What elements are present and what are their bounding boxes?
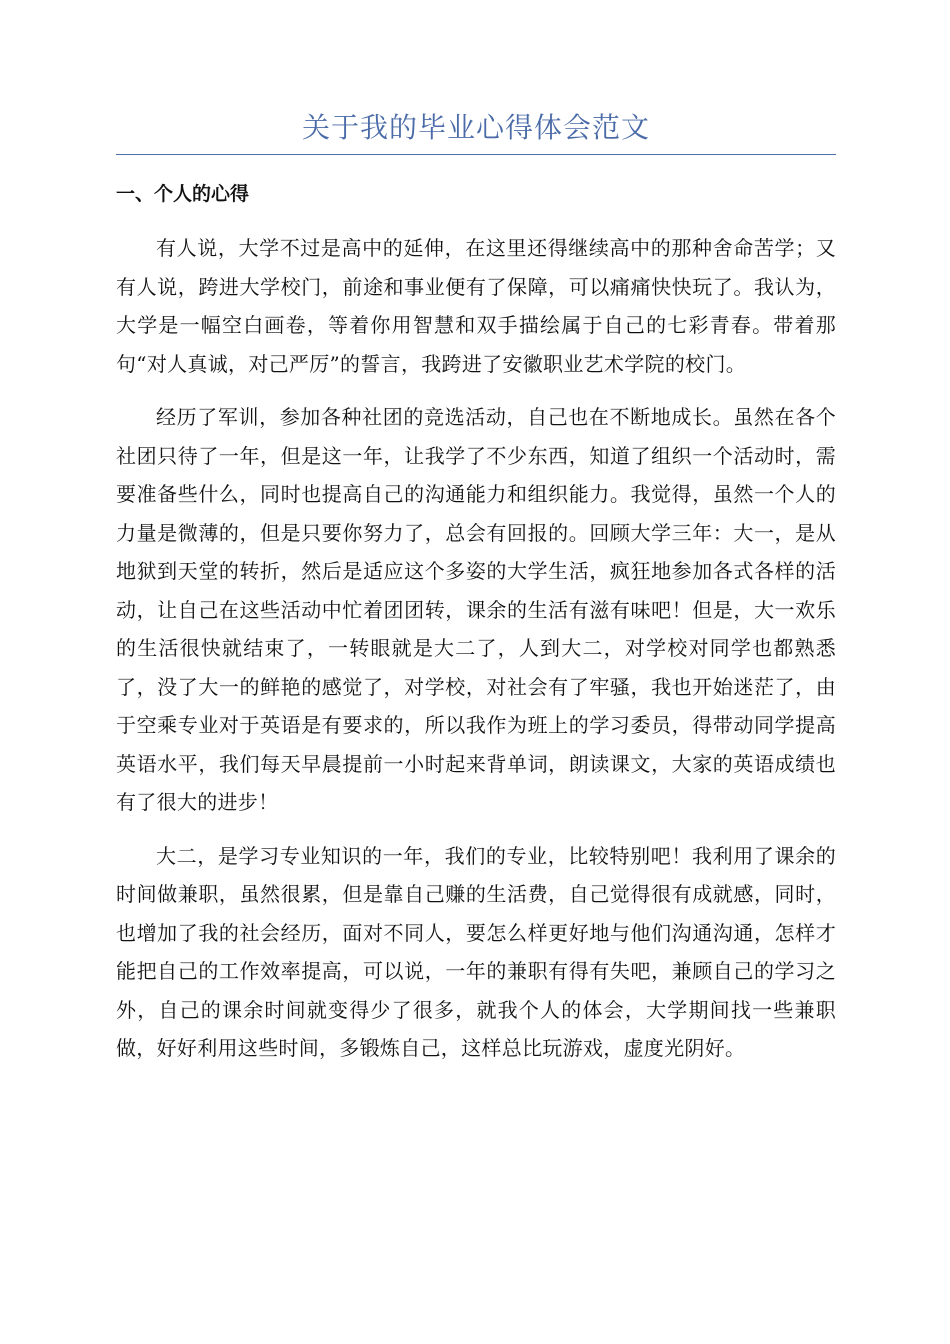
paragraph-3: 大二，是学习专业知识的一年，我们的专业，比较特别吧！我利用了课余的时间做兼职，虽然很累，但是靠自己赚的生活费，自己觉得很有成就感，同时，也增加了我的社会经历，面对不同人，要怎么样更好地与他们沟通沟通，怎样才能把自己的工作效率提高，可以说，一年的兼职有得有失吧，兼顾自己的学习之外，自己的课余时间就变得少了很多，就我个人的体会，大学期间找一些兼职做，好好利用这些时间，多锻炼自己，这样总比玩游戏，虚度光阴好。 <box>116 843 836 1060</box>
paragraph-1: 有人说，大学不过是高中的延伸，在这里还得继续高中的那种舍命苦学；又有人说，跨进大学校门，前途和事业便有了保障，可以痛痛快快玩了。我认为，大学是一幅空白画卷，等着你用智慧和双手描绘属于自己的七彩青春。带着那句“对人真诚，对己严厉”的誓言，我跨进了安徽职业艺术学院的校门。 <box>116 236 836 376</box>
paragraph-2: 经历了军训，参加各种社团的竞选活动，自己也在不断地成长。虽然在各个社团只待了一年，但是这一年，让我学了不少东西，知道了组织一个活动时，需要准备些什么，同时也提高自己的沟通能力和组织能力。我觉得，虽然一个人的力量是微薄的，但是只要你努力了，总会有回报的。回顾大学三年：大一，是从地狱到天堂的转折，然后是适应这个多姿的大学生活，疯狂地参加各式各样的活动，让自己在这些活动中忙着团团转，课余的生活有滋有味吧！但是，大一欢乐的生活很快就结束了，一转眼就是大二了，人到大二，对学校对同学也都熟悉了，没了大一的鲜艳的感觉了，对学校，对社会有了牢骚，我也开始迷茫了，由于空乘专业对于英语是有要求的，所以我作为班上的学习委员，得带动同学提高英语水平，我们每天早晨提前一小时起来背单词，朗读课文，大家的英语成绩也有了很大的进步！ <box>116 405 836 814</box>
document-title: 关于我的毕业心得体会范文 <box>301 111 650 144</box>
section-heading: 一、个人的心得 <box>116 183 250 205</box>
document-page <box>116 108 836 1068</box>
title-underline <box>116 154 836 155</box>
